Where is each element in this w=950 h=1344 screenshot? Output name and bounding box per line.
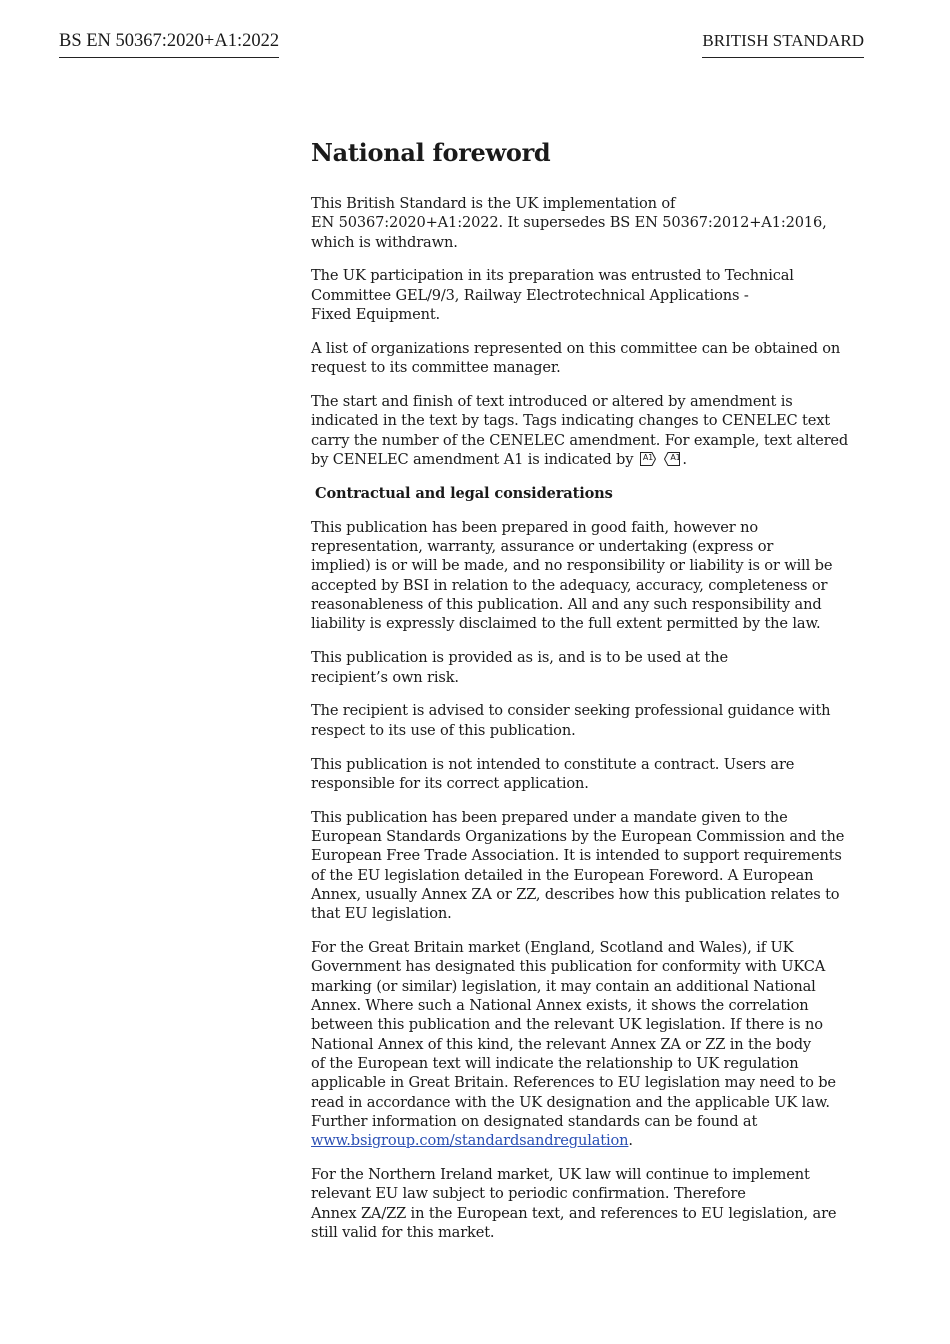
document-id-header: BS EN 50367:2020+A1:2022 [59, 30, 279, 58]
amendment-end-tag-label: A1 [670, 453, 681, 463]
great-britain-text: For the Great Britain market (England, Scotland and Wales), if UK Government has designated this publication for conformity with UKCA marking (or similar) legislation, it may contain an additional National Annex. Where such a National Annex exists, it shows the correlation between this publication and the relevant UK legislation. If there is no National Annex of this kind, the relevant Annex ZA or ZZ in the body of the European text will indicate the relationship to UK regulation applicable in Great Britain. References to EU legislation may need to be read in accordance with the UK designation and the applicable UK law. Further information on designated standards can be found at [311, 939, 836, 1130]
mandate-paragraph: This publication has been prepared under a mandate given to the European Standards Organizations by the European Commission and the European Free Trade Association. It is intended to support requirements of the EU legislation detailed in the European Foreword. A European Annex, usually Annex ZA or ZZ, describes how this publication relates to that EU legislation. [311, 808, 845, 923]
implementation-paragraph: This British Standard is the UK implementation of EN 50367:2020+A1:2022. It supersedes BS EN 50367:2012+A1:2016, which is withdrawn. [311, 195, 827, 251]
national-foreword-section [311, 136, 871, 1257]
amendment-end-tag-icon [664, 452, 680, 466]
committee-paragraph: The UK participation in its preparation was entrusted to Technical Committee GEL/9/3, Railway Electrotechnical Applications - Fixed Equipment. [311, 267, 794, 324]
not-a-contract-paragraph: This publication is not intended to constitute a contract. Users are responsible for its correct application. [311, 755, 795, 792]
amendment-paragraph-end: . [682, 451, 687, 469]
guidance-paragraph: The recipient is advised to consider seeking professional guidance with respect to its use of this publication. [311, 702, 831, 739]
standard-category-header: BRITISH STANDARD [702, 30, 864, 58]
amendment-start-tag-icon [640, 452, 656, 466]
amendment-tags-paragraph [311, 392, 871, 469]
legal-considerations-heading: Contractual and legal considerations [315, 484, 613, 502]
good-faith-paragraph: This publication has been prepared in good faith, however no representation, warranty, assurance or undertaking (express or implied) is or will be made, and no responsibility or liability is or will be accepted by BSI in relation to the adequacy, accuracy, completeness or reasonableness of this publication. All and any such responsibility and liability is expressly disclaimed to the full extent permitted by the law. [311, 518, 833, 633]
page-title: National foreword [311, 138, 551, 167]
organizations-paragraph: A list of organizations represented on this committee can be obtained on request to its committee manager. [311, 339, 841, 377]
northern-ireland-paragraph: For the Northern Ireland market, UK law will continue to implement relevant EU law subject to periodic confirmation. Therefore Annex ZA/ZZ in the European text, and references to EU legislation, are still valid for this market. [311, 1166, 837, 1241]
great-britain-paragraph-end: . [628, 1132, 633, 1150]
bsi-standards-link[interactable]: www.bsigroup.com/standardsandregulation [311, 1132, 629, 1150]
amendment-start-tag-label: A1 [642, 453, 654, 463]
amendment-tags-text: The start and finish of text introduced or altered by amendment is indicated in the text by tags. Tags indicating changes to CENELEC text carry the number of the CENELEC amendment. For example, text altered by CENELEC amendment A1 is indicated by [311, 393, 849, 469]
great-britain-paragraph [311, 938, 871, 1150]
own-risk-paragraph: This publication is provided as is, and is to be used at the recipient’s own risk. [311, 649, 729, 686]
